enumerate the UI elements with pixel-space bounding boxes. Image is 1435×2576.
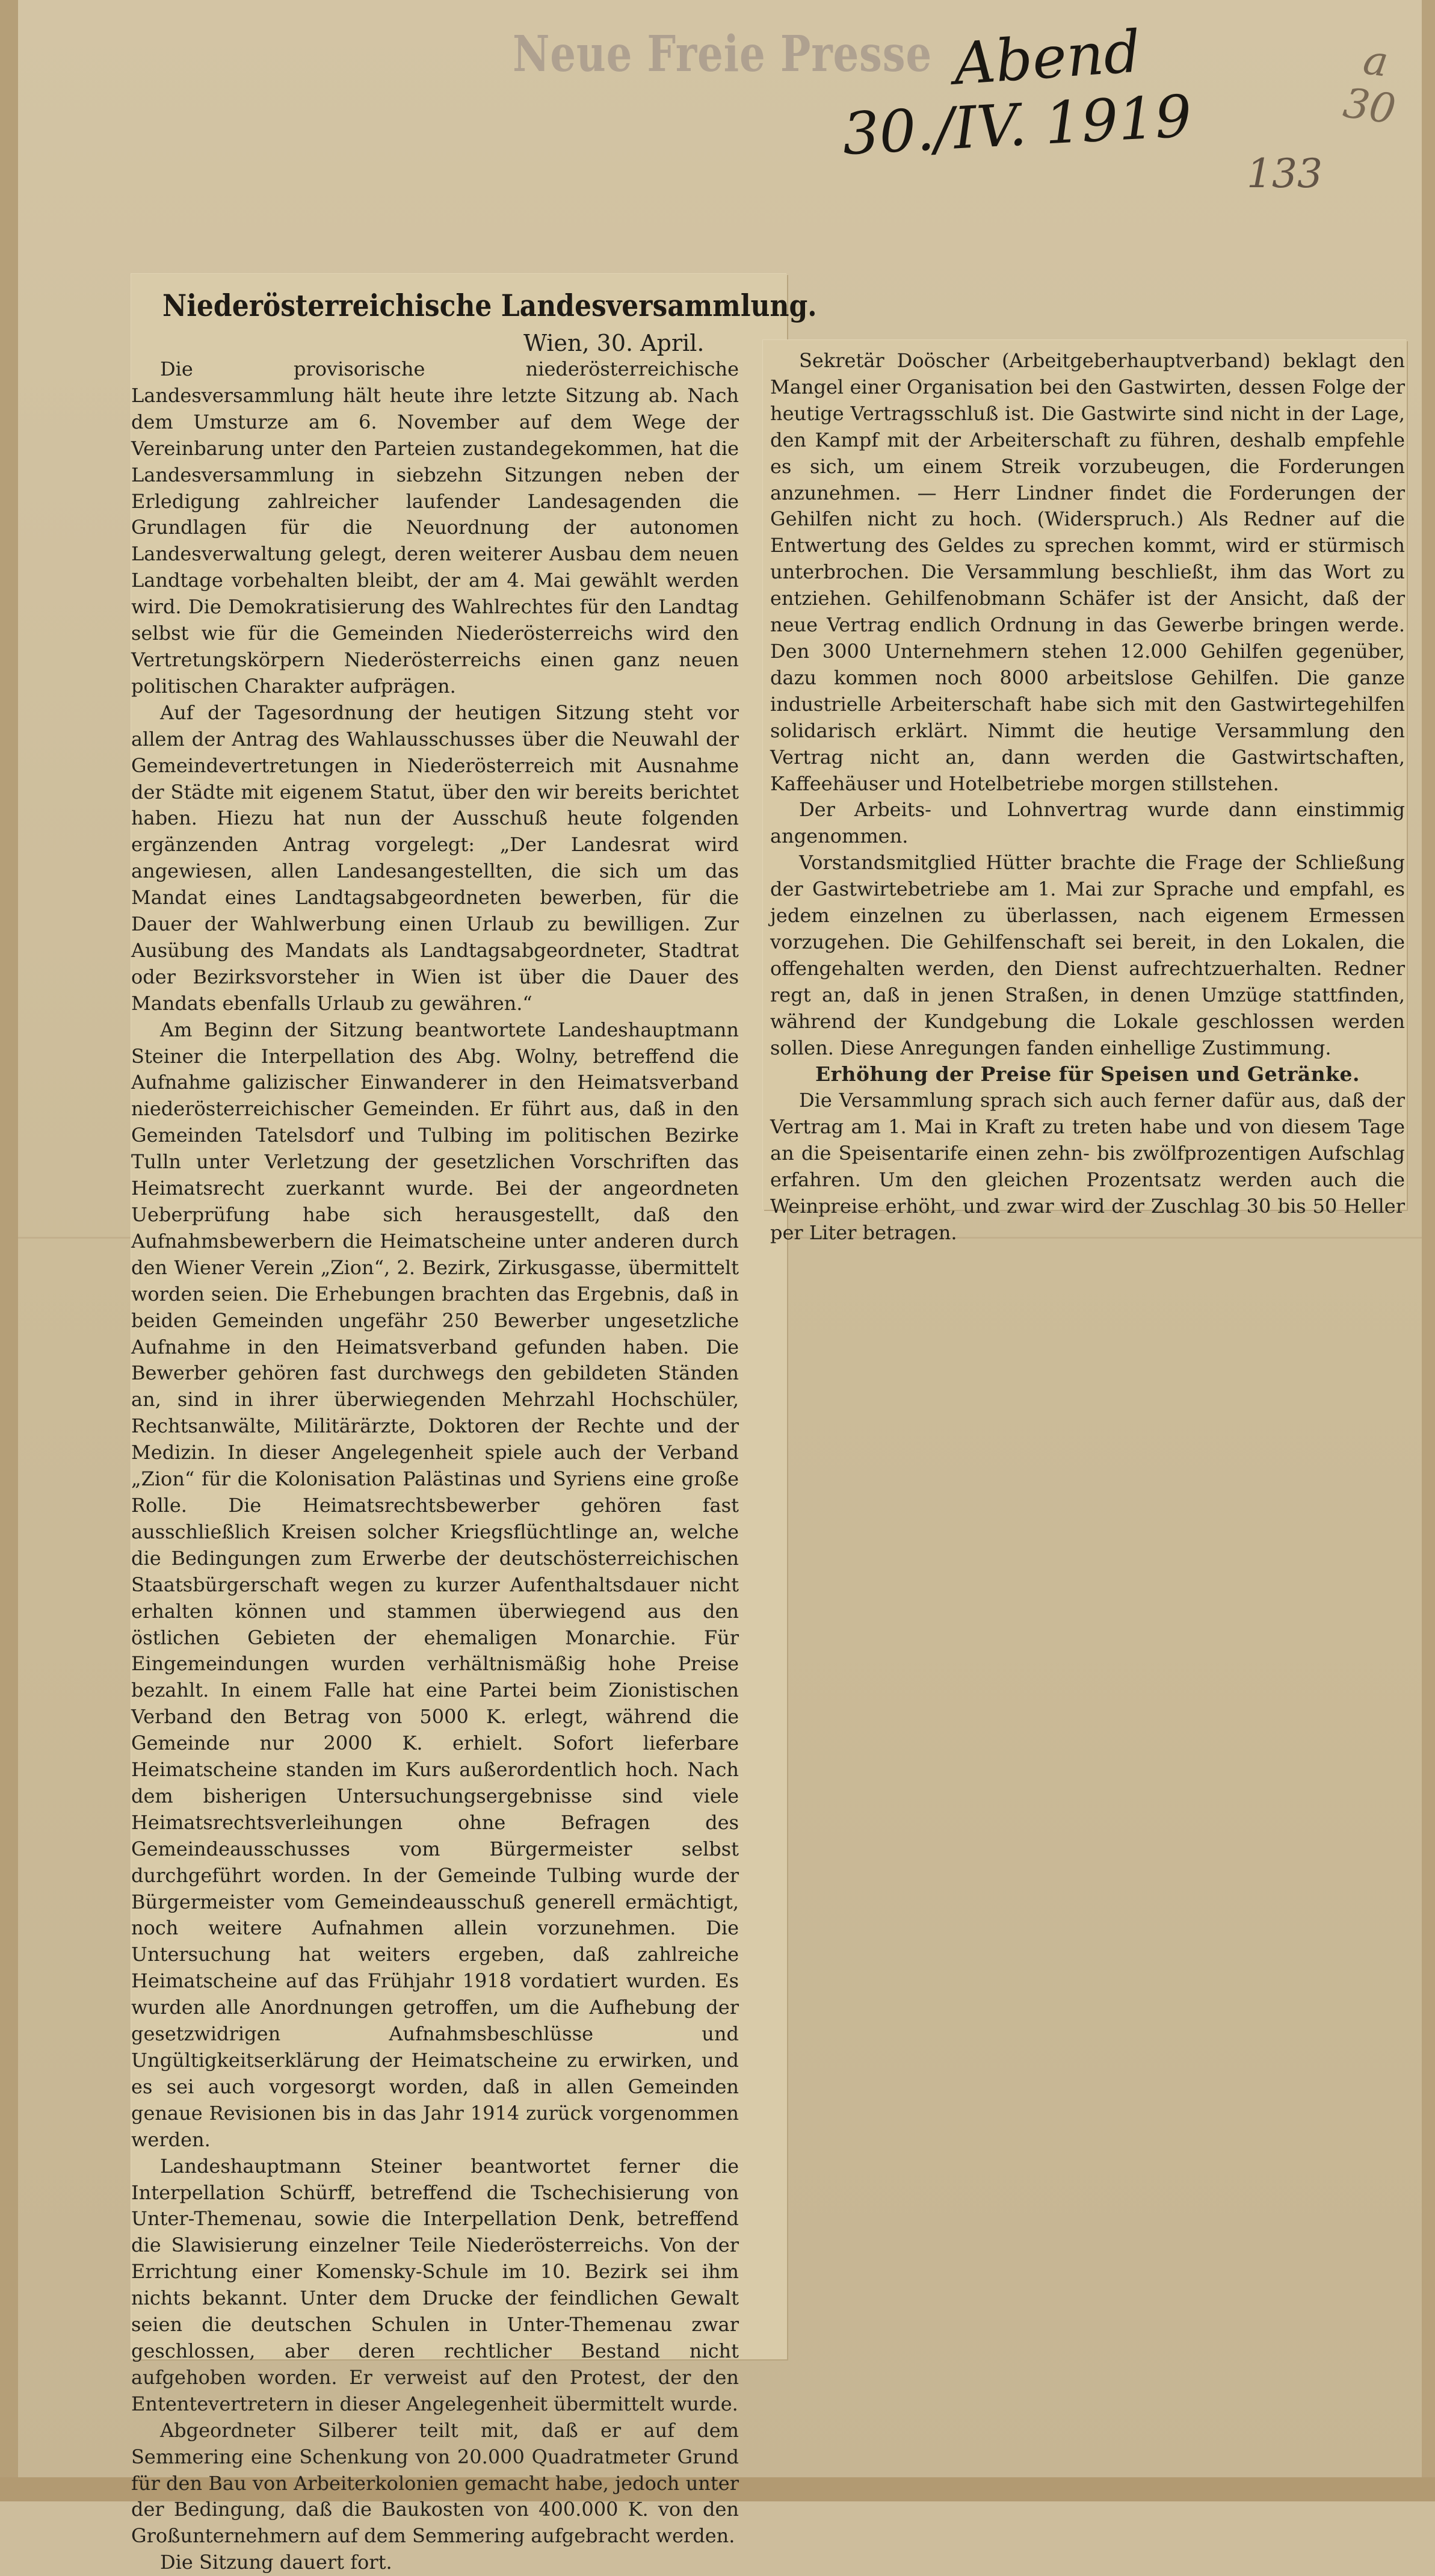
article-column-1 xyxy=(131,356,739,2574)
paragraph: Die Versammlung sprach sich auch ferner dafür aus, daß der Vertrag am 1. Mai in Kraft zu treten habe und von diesem Tage an die Speisentarife einen zehn- bis zwölfprozentigen Aufschlag erfahren. Um den gleichen Prozentsatz werden auch die Weinpreise erhöht, und zwar wird der Zuschlag 30 bis 50 Heller per Liter betragen. xyxy=(770,1089,1405,1244)
paragraph: Die provisorische niederösterreichische Landesversammlung hält heute ihre letzte Sitzung ab. Nach dem Umsturze am 6. November auf dem Wege der Vereinbarung unter den Parteien zustandegekommen, hat die Landesversammlung in siebzehn Sitzungen neben der Erledigung zahlreicher laufender Landesagenden die Grundlagen für die Neuordnung der autonomen Landesverwaltung gelegt, deren weiterer Ausbau dem neuen Landtage vorbehalten bleibt, der am 4. Mai gewählt werden wird. Die Demokratisierung des Wahlrechtes für den Landtag selbst wie für die Gemeinden Niederösterreichs wird den Vertretungskörpern Niederösterreichs einen ganz neuen politischen Charakter aufprägen. xyxy=(131,358,739,698)
section-subheading: Erhöhung der Preise für Speisen und Getränke. xyxy=(815,1062,1360,1086)
article-column-2 xyxy=(770,348,1405,1244)
handwritten-date: 30./IV. 1919 xyxy=(841,82,1194,169)
article-dateline: Wien, 30. April. xyxy=(523,330,705,356)
paragraph: Vorstandsmitglied Hütter brachte die Frage der Schließung der Gastwirtebetriebe am 1. Mai zur Sprache und empfahl, es jedem einzelnen zu überlassen, nach eigenem Ermessen vorzugehen. Die Gehilfenschaft sei bereit, in den Lokalen, die offengehalten werden, den Dienst aufrechtzuerhalten. Redner regt an, daß in jenen Straßen, in denen Umzüge stattfinden, während der Kundgebung die Lokale geschlossen werden sollen. Diese Anregungen fanden einhellige Zustimmung. xyxy=(770,851,1405,1059)
sheet-edge-left xyxy=(0,0,18,2501)
paragraph: Auf der Tagesordnung der heutigen Sitzung steht vor allem der Antrag des Wahlausschusses über die Neuwahl der Gemeindevertretungen in Niederösterreich mit Ausnahme der Städte mit eigenem Statut, über den wir bereits berichtet haben. Hiezu hat nun der Ausschuß heute folgenden ergänzenden Antrag vorgelegt: „Der Landesrat wird angewiesen, allen Landesangestellten, die sich um das Mandat eines Landtagsabgeordneten bewerben, für die Dauer der Wahlwerbung einen Urlaub zu bewilligen. Zur Ausübung des Mandats als Landtagsabgeordneter, Stadtrat oder Bezirksvorsteher in Wien ist über die Dauer des Mandats ebenfalls Urlaub zu gewähren.“ xyxy=(131,701,739,1015)
handwritten-reference: a 30 xyxy=(1340,36,1399,134)
newspaper-stamp: Neue Freie Presse xyxy=(513,25,933,83)
article-title: Niederösterreichische Landesversammlung. xyxy=(162,288,817,323)
paragraph: Sekretär Doöscher (Arbeitgeberhauptverband) beklagt den Mangel einer Organisation bei den Gastwirten, dessen Folge der heutige Vertragsschluß ist. Die Gastwirte sind nicht in der Lage, den Kampf mit der Arbeiterschaft zu führen, deshalb empfehle es sich, um einem Streik vorzubeugen, die Forderungen anzunehmen. — Herr Lindner findet die Forderungen der Gehilfen nicht zu hoch. (Widerspruch.) Als Redner auf die Entwertung des Geldes zu sprechen kommt, wird er stürmisch unterbrochen. Die Versammlung beschließt, ihm das Wort zu entziehen. Gehilfenobmann Schäfer ist der Ansicht, daß der neue Vertrag endlich Ordnung in das Gewerbe bringen werde. Den 3000 Unternehmern stehen 12.000 Gehilfen gegenüber, dazu kommen noch 8000 arbeitslose Gehilfen. Die ganze industrielle Arbeiterschaft habe sich mit den Gastwirtegehilfen solidarisch erklärt. Nimmt die heutige Versammlung den Vertrag nicht an, dann werden die Gastwirtschaften, Kaffeehäuser und Hotelbetriebe morgen stillstehen. xyxy=(770,349,1405,795)
handwritten-edition: Abend xyxy=(951,17,1143,98)
paragraph: Abgeordneter Silberer teilt mit, daß er auf dem Semmering eine Schenkung von 20.000 Quadratmeter Grund für den Bau von Arbeiterkolonien gemacht habe, jedoch unter der Bedingung, daß die Baukosten von 400.000 K. von den Großunternehmern auf dem Semmering aufgebracht werden. xyxy=(131,2418,739,2548)
paragraph: Der Arbeits- und Lohnvertrag wurde dann einstimmig angenommen. xyxy=(770,798,1405,848)
paragraph: Landeshauptmann Steiner beantwortet ferner die Interpellation Schürff, betreffend die Tschechisierung von Unter-Themenau, sowie die Interpellation Denk, betreffend die Slawisierung einzelner Teile Niederösterreichs. Von der Errichtung einer Komensky-Schule im 10. Bezirk sei ihm nichts bekannt. Unter dem Drucke der feindlichen Gewalt seien die deutschen Schulen in Unter-Themenau zwar geschlossen, aber deren rechtlicher Bestand nicht aufgehoben worden. Er verweist auf den Protest, der den Ententevertretern in dieser Angelegenheit übermittelt wurde. xyxy=(131,2154,739,2415)
paragraph: Am Beginn der Sitzung beantwortete Landeshauptmann Steiner die Interpellation des Abg. Wolny, betreffend die Aufnahme galizischer Einwanderer in den Heimatsverband niederösterreichischer Gemeinden. Er führt aus, daß in den Gemeinden Tatelsdorf und Tulbing im politischen Bezirke Tulln unter Verletzung der gesetzlichen Vorschriften das Heimatsrecht zuerkannt wurde. Bei der angeordneten Ueberprüfung habe sich herausgestellt, daß den Aufnahmsbewerbern die Heimatscheine unter anderen durch den Wiener Verein „Zion“, 2. Bezirk, Zirkusgasse, übermittelt worden seien. Die Erhebungen brachten das Ergebnis, daß in beiden Gemeinden ungefähr 250 Bewerber ungesetzliche Aufnahme in den Heimatsverband gefunden haben. Die Bewerber gehören fast durchwegs den gebildeten Ständen an, sind in ihrer überwiegenden Mehrzahl Hochschüler, Rechtsanwälte, Militärärzte, Doktoren der Rechte und der Medizin. In dieser Angelegenheit spiele auch der Verband „Zion“ für die Kolonisation Palästinas und Syriens eine große Rolle. Die Heimatsrechtsbewerber gehören fast ausschließlich Kreisen solcher Kriegsflüchtlinge an, welche die Bedingungen zum Erwerbe der deutschösterreichischen Staatsbürgerschaft wegen zu kurzer Aufenthaltsdauer nicht erhalten können und stammen überwiegend aus den östlichen Gebieten der ehemaligen Monarchie. Für Eingemeindungen wurden verhältnismäßig hohe Preise bezahlt. In einem Falle hat eine Partei beim Zionistischen Verband den Betrag von 5000 K. erlegt, während die Gemeinde nur 2000 K. erhielt. Sofort lieferbare Heimatscheine standen im Kurs außerordentlich hoch. Nach dem bisherigen Untersuchungsergebnisse sind viele Heimatsrechtsverleihungen ohne Befragen des Gemeindeausschusses vom Bürgermeister selbst durchgeführt worden. In der Gemeinde Tulbing wurde der Bürgermeister vom Gemeindeausschuß generell ermächtigt, noch weitere Aufnahmen allein vorzunehmen. Die Untersuchung hat weiters ergeben, daß zahlreiche Heimatscheine auf das Frühjahr 1918 vordatiert wurden. Es wurden alle Anordnungen getroffen, um die Aufhebung der gesetzwidrigen Aufnahmsbeschlüsse und Ungültigkeitserklärung der Heimatscheine zu erwirken, und es sei auch vorgesorgt worden, daß in allen Gemeinden genaue Revisionen bis in das Jahr 1914 zurück vorgenommen werden. xyxy=(131,1018,739,2151)
sheet-edge-right xyxy=(1422,0,1435,2501)
paragraph: Die Sitzung dauert fort. xyxy=(160,2551,392,2574)
page-number: 133 xyxy=(1247,150,1322,197)
